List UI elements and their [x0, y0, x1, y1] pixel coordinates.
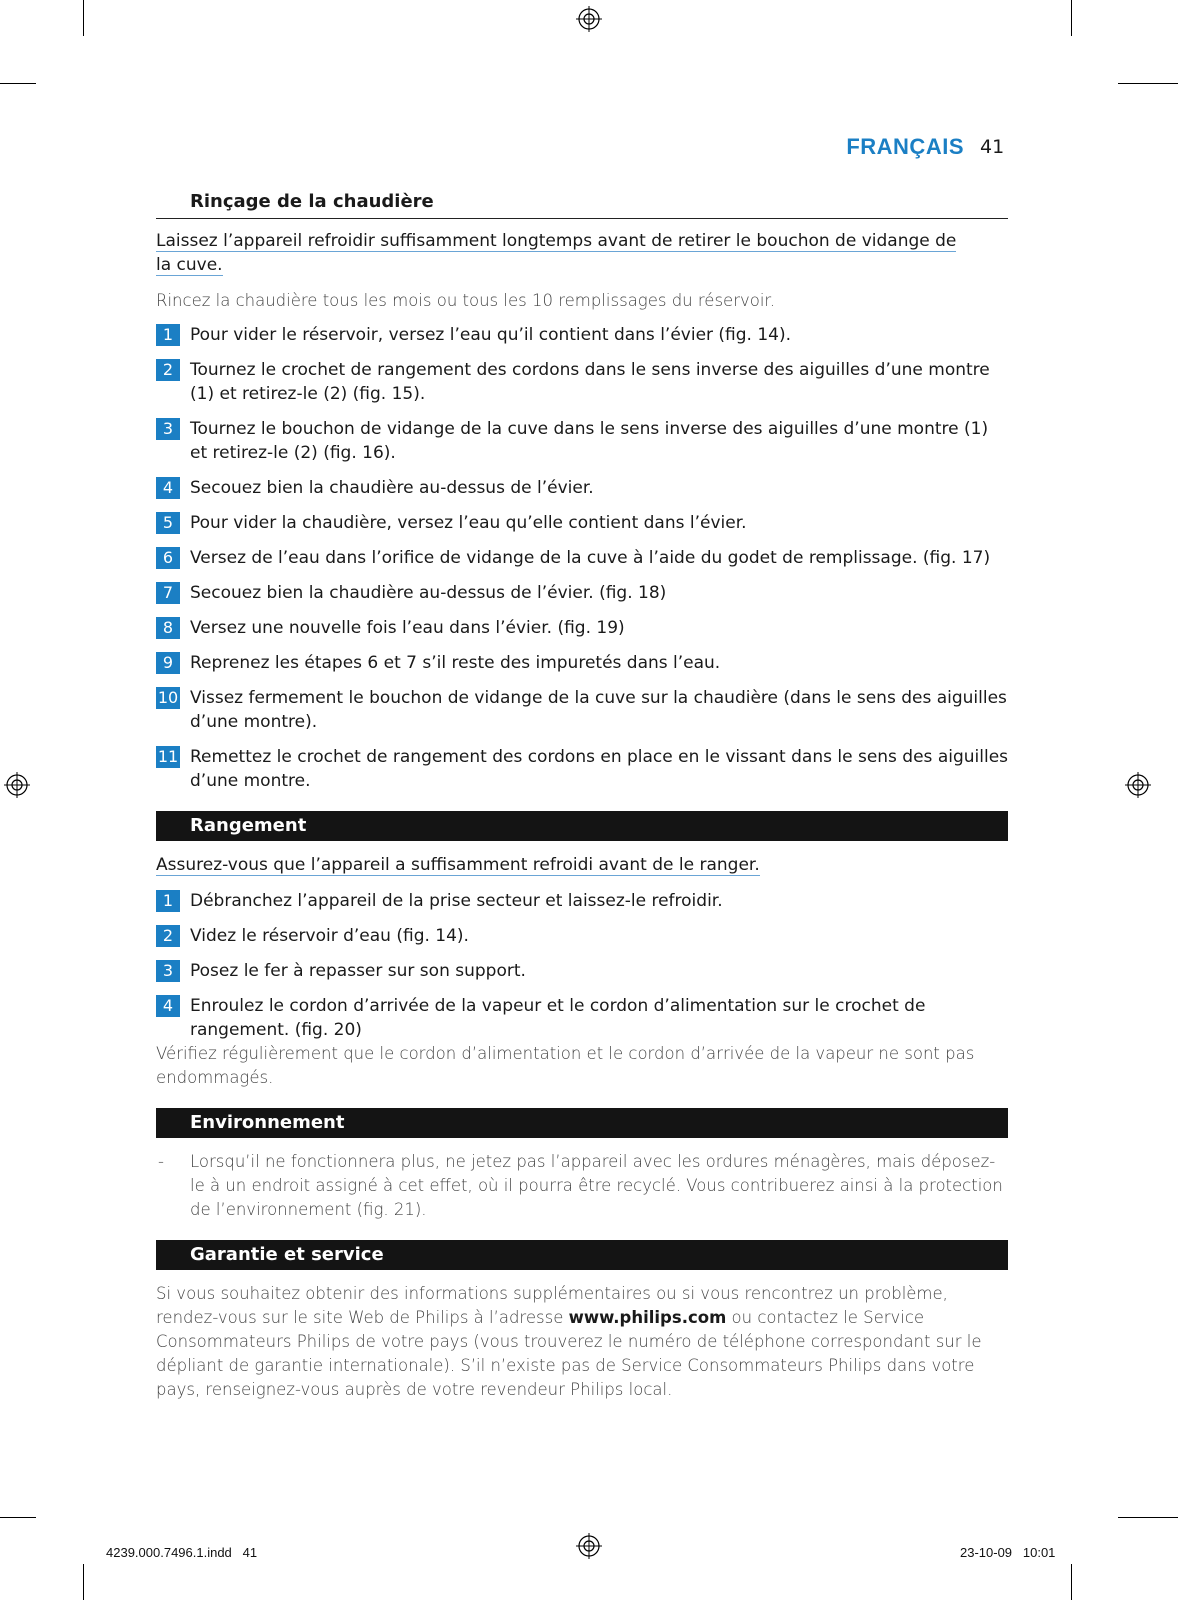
step-text: Tournez le bouchon de vidange de la cuve dans le sens inverse des aiguilles d’une montre (1) et retirez-le (2) (fig. 16).	[190, 419, 989, 463]
rinsing-warning: Laissez l’appareil refroidir suffisamment longtemps avant de retirer le bouchon de vidange de la cuve.	[156, 231, 957, 275]
step-item	[156, 358, 1008, 406]
environment-item	[156, 1150, 1008, 1222]
storage-warning: Assurez-vous que l’appareil a suffisamment refroidi avant de le ranger.	[156, 855, 760, 875]
environment-text: Lorsqu’il ne fonctionnera plus, ne jetez pas l’appareil avec les ordures ménagères, mais déposez-le à un endroit assigné à cet effet, où il pourra être recyclé. Vous contribuerez ainsi à la protection de l’environnement (fig. 21).	[190, 1152, 1003, 1219]
guarantee-text-start: Si vous souhaitez obtenir des informations supplémentaires ou si vous rencontrez un problème, rendez-vous sur le site Web de Philips à l’adresse	[156, 1284, 948, 1327]
step-item	[156, 323, 1008, 347]
step-text: Pour vider le réservoir, versez l’eau qu’il contient dans l’évier (fig. 14).	[190, 325, 792, 345]
step-number-badge: 4	[156, 477, 180, 499]
step-item	[156, 889, 1008, 913]
registration-mark-icon	[576, 6, 602, 32]
step-number-badge: 5	[156, 512, 180, 534]
step-number-badge: 2	[156, 359, 180, 381]
step-item	[156, 745, 1008, 793]
registration-mark-icon	[576, 1533, 602, 1559]
step-text: Videz le réservoir d’eau (fig. 14).	[190, 926, 469, 946]
step-number-badge: 4	[156, 995, 180, 1017]
step-text: Secouez bien la chaudière au-dessus de l’évier. (fig. 18)	[190, 583, 667, 603]
step-number-badge: 10	[157, 688, 179, 707]
guarantee-text-end: ou contactez le Service Consommateurs Philips de votre pays (vous trouverez le numéro de téléphone correspondant sur le dépliant de garantie internationale). S’il n’existe pas de Service Consommateurs Philips dans votre pays, renseignez-vous auprès de votre revendeur Philips local.	[156, 1308, 982, 1399]
crop-mark	[0, 83, 36, 84]
step-text: Secouez bien la chaudière au-dessus de l’évier.	[190, 478, 594, 498]
step-text: Débranchez l’appareil de la prise secteur et laissez-le refroidir.	[190, 891, 723, 911]
crop-mark	[83, 1564, 84, 1600]
crop-mark	[1071, 1564, 1072, 1600]
step-text: Enroulez le cordon d’arrivée de la vapeur et le cordon d’alimentation sur le crochet de rangement. (fig. 20)	[190, 996, 926, 1040]
section-title-storage: Rangement	[156, 811, 1008, 841]
step-number-badge: 6	[156, 547, 180, 569]
footer-filename: 4239.000.7496.1.indd 41	[106, 1545, 258, 1560]
step-item	[156, 511, 1008, 535]
step-item	[156, 994, 1008, 1042]
crop-mark	[1071, 0, 1072, 36]
step-text: Pour vider la chaudière, versez l’eau qu’elle contient dans l’évier.	[190, 513, 747, 533]
page-number: 41	[980, 136, 1005, 158]
section-title-rinsing: Rinçage de la chaudière	[156, 190, 1008, 219]
crop-mark	[0, 1517, 36, 1518]
storage-info: Vérifiez régulièrement que le cordon d’alimentation et le cordon d’arrivée de la vapeur ne sont pas endommagés.	[156, 1044, 975, 1087]
page-content	[156, 190, 1008, 1412]
step-item	[156, 581, 1008, 605]
step-text: Reprenez les étapes 6 et 7 s’il reste des impuretés dans l’eau.	[190, 653, 721, 673]
philips-website-link[interactable]: www.philips.com	[568, 1308, 727, 1327]
crop-mark	[1118, 1517, 1178, 1518]
step-number-badge: 3	[156, 418, 180, 440]
step-number-badge: 11	[157, 747, 179, 766]
language-header: FRANÇAIS	[846, 134, 964, 159]
crop-mark	[1118, 83, 1178, 84]
step-number-badge: 8	[156, 617, 180, 639]
step-item	[156, 959, 1008, 983]
registration-mark-icon	[4, 772, 30, 798]
step-item	[156, 476, 1008, 500]
step-text: Posez le fer à repasser sur son support.	[190, 961, 526, 981]
step-text: Tournez le crochet de rangement des cordons dans le sens inverse des aiguilles d’une montre (1) et retirez-le (2) (fig. 15).	[190, 360, 990, 404]
storage-warning-block	[156, 853, 976, 877]
step-text: Remettez le crochet de rangement des cordons en place en le vissant dans le sens des aiguilles d’une montre.	[190, 747, 1009, 791]
step-number-badge: 3	[156, 960, 180, 982]
step-number-badge: 1	[156, 890, 180, 912]
crop-mark	[83, 0, 84, 36]
step-number-badge: 1	[156, 324, 180, 346]
step-item	[156, 924, 1008, 948]
step-item	[156, 546, 1008, 570]
step-item	[156, 417, 1008, 465]
section-title-environment: Environnement	[156, 1108, 1008, 1138]
step-item	[156, 686, 1008, 734]
rinsing-steps	[156, 323, 1008, 793]
rinsing-warning-block	[156, 229, 976, 277]
step-item	[156, 651, 1008, 675]
footer-datetime: 23-10-09 10:01	[960, 1545, 1056, 1560]
section-title-guarantee: Garantie et service	[156, 1240, 1008, 1270]
step-number-badge: 7	[156, 582, 180, 604]
step-number-badge: 2	[156, 925, 180, 947]
rinsing-info: Rincez la chaudière tous les mois ou tous les 10 remplissages du réservoir.	[156, 291, 775, 310]
guarantee-text	[156, 1282, 1008, 1402]
dash-bullet: -	[158, 1152, 164, 1171]
step-item	[156, 616, 1008, 640]
storage-steps	[156, 889, 1008, 1042]
step-number-badge: 9	[156, 652, 180, 674]
step-text: Vissez fermement le bouchon de vidange de la cuve sur la chaudière (dans le sens des aiguilles d’une montre).	[190, 688, 1007, 732]
step-text: Versez de l’eau dans l’orifice de vidange de la cuve à l’aide du godet de remplissage. (fig. 17)	[190, 548, 991, 568]
step-text: Versez une nouvelle fois l’eau dans l’évier. (fig. 19)	[190, 618, 625, 638]
registration-mark-icon	[1125, 772, 1151, 798]
